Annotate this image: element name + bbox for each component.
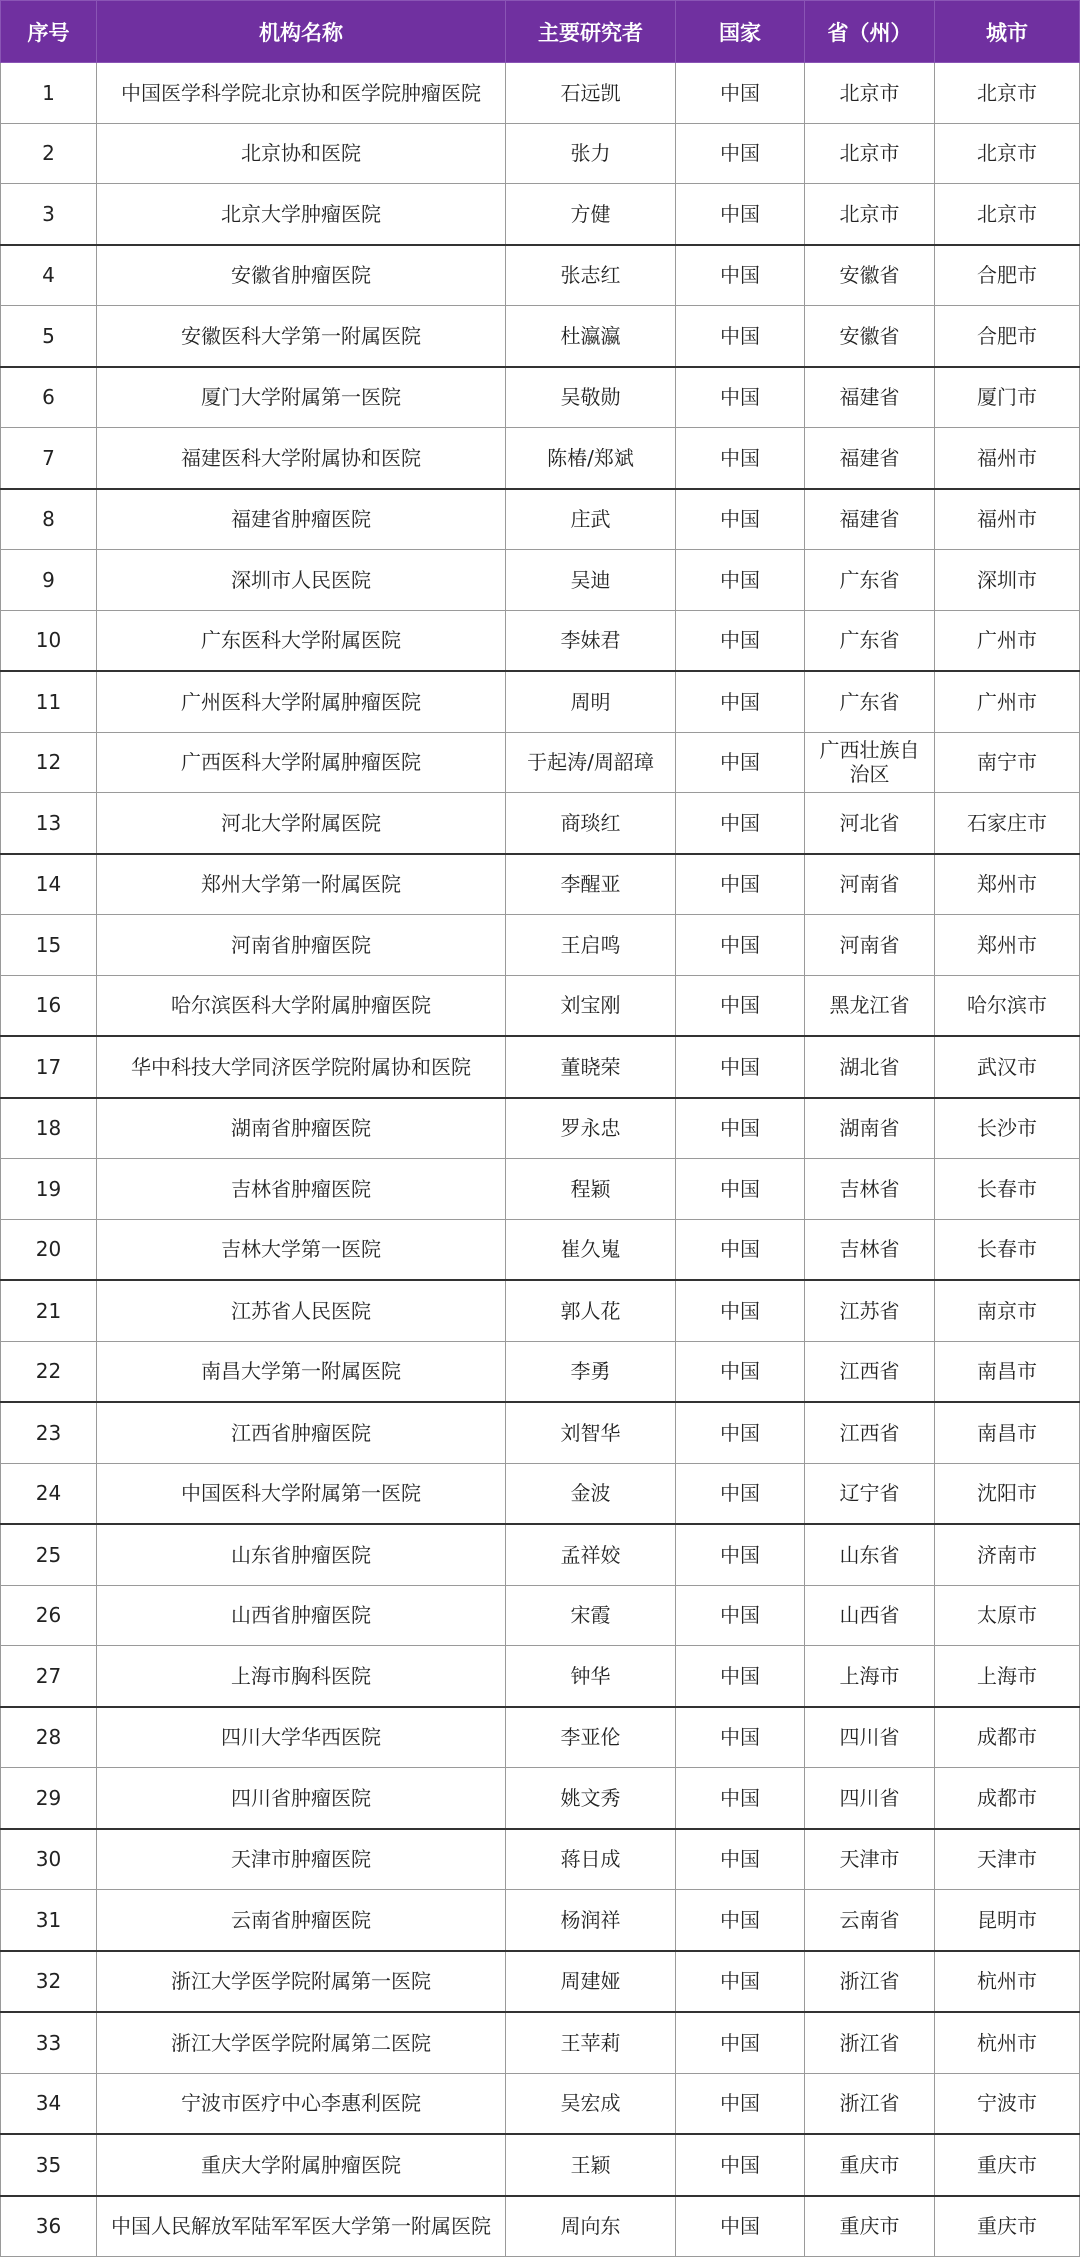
cell-city: 重庆市 [935, 2196, 1080, 2257]
cell-province: 重庆市 [805, 2196, 935, 2257]
cell-investigator: 蒋日成 [506, 1829, 676, 1890]
cell-institution: 广西医科大学附属肿瘤医院 [97, 732, 506, 793]
cell-institution: 郑州大学第一附属医院 [97, 854, 506, 915]
header-country: 国家 [676, 1, 805, 63]
cell-city: 合肥市 [935, 245, 1080, 306]
cell-institution: 吉林省肿瘤医院 [97, 1159, 506, 1220]
cell-no: 22 [1, 1341, 97, 1402]
cell-province: 北京市 [805, 123, 935, 184]
table-row [1, 489, 1080, 550]
cell-city: 长春市 [935, 1219, 1080, 1280]
cell-country: 中国 [676, 1402, 805, 1463]
cell-no: 21 [1, 1280, 97, 1341]
cell-country: 中国 [676, 915, 805, 976]
cell-investigator: 陈椿/郑斌 [506, 428, 676, 489]
cell-country: 中国 [676, 63, 805, 124]
cell-city: 南京市 [935, 1280, 1080, 1341]
table-row [1, 2073, 1080, 2134]
cell-institution: 深圳市人民医院 [97, 550, 506, 611]
table-body [1, 63, 1080, 2257]
table-row [1, 1159, 1080, 1220]
cell-no: 10 [1, 610, 97, 671]
cell-institution: 河南省肿瘤医院 [97, 915, 506, 976]
cell-institution: 安徽医科大学第一附属医院 [97, 306, 506, 367]
cell-province: 湖北省 [805, 1036, 935, 1098]
cell-country: 中国 [676, 1341, 805, 1402]
cell-province: 山西省 [805, 1585, 935, 1646]
cell-country: 中国 [676, 1219, 805, 1280]
cell-city: 武汉市 [935, 1036, 1080, 1098]
table-row [1, 1219, 1080, 1280]
cell-province: 江西省 [805, 1341, 935, 1402]
cell-city: 重庆市 [935, 2134, 1080, 2196]
table-row [1, 1829, 1080, 1890]
cell-no: 11 [1, 671, 97, 732]
cell-no: 17 [1, 1036, 97, 1098]
cell-city: 上海市 [935, 1646, 1080, 1707]
cell-city: 南昌市 [935, 1402, 1080, 1463]
cell-country: 中国 [676, 1768, 805, 1829]
cell-investigator: 吴敬勋 [506, 367, 676, 428]
cell-no: 24 [1, 1463, 97, 1524]
cell-country: 中国 [676, 550, 805, 611]
table-row [1, 306, 1080, 367]
cell-no: 29 [1, 1768, 97, 1829]
cell-institution: 福建省肿瘤医院 [97, 489, 506, 550]
cell-no: 3 [1, 184, 97, 245]
cell-city: 广州市 [935, 610, 1080, 671]
cell-province: 福建省 [805, 428, 935, 489]
table-row [1, 1951, 1080, 2013]
cell-province: 天津市 [805, 1829, 935, 1890]
cell-institution: 华中科技大学同济医学院附属协和医院 [97, 1036, 506, 1098]
cell-province: 安徽省 [805, 245, 935, 306]
table-row [1, 975, 1080, 1036]
cell-institution: 宁波市医疗中心李惠利医院 [97, 2073, 506, 2134]
cell-country: 中国 [676, 245, 805, 306]
cell-city: 南昌市 [935, 1341, 1080, 1402]
cell-institution: 四川大学华西医院 [97, 1707, 506, 1768]
cell-investigator: 吴迪 [506, 550, 676, 611]
cell-investigator: 周明 [506, 671, 676, 732]
cell-city: 北京市 [935, 63, 1080, 124]
cell-country: 中国 [676, 1890, 805, 1951]
cell-city: 长沙市 [935, 1098, 1080, 1159]
cell-province: 上海市 [805, 1646, 935, 1707]
cell-province: 广西壮族自治区 [805, 732, 935, 793]
cell-city: 天津市 [935, 1829, 1080, 1890]
cell-institution: 哈尔滨医科大学附属肿瘤医院 [97, 975, 506, 1036]
cell-investigator: 杜瀛瀛 [506, 306, 676, 367]
cell-investigator: 董晓荣 [506, 1036, 676, 1098]
cell-country: 中国 [676, 610, 805, 671]
header-row [1, 1, 1080, 63]
table-row [1, 428, 1080, 489]
cell-institution: 安徽省肿瘤医院 [97, 245, 506, 306]
cell-no: 36 [1, 2196, 97, 2257]
cell-province: 重庆市 [805, 2134, 935, 2196]
cell-city: 郑州市 [935, 854, 1080, 915]
cell-province: 吉林省 [805, 1219, 935, 1280]
cell-country: 中国 [676, 2012, 805, 2073]
cell-investigator: 周向东 [506, 2196, 676, 2257]
cell-country: 中国 [676, 1159, 805, 1220]
cell-institution: 山东省肿瘤医院 [97, 1524, 506, 1585]
cell-province: 福建省 [805, 367, 935, 428]
table-row [1, 2012, 1080, 2073]
cell-province: 云南省 [805, 1890, 935, 1951]
cell-province: 四川省 [805, 1768, 935, 1829]
cell-province: 浙江省 [805, 2073, 935, 2134]
cell-province: 福建省 [805, 489, 935, 550]
cell-country: 中国 [676, 1463, 805, 1524]
cell-city: 北京市 [935, 123, 1080, 184]
cell-country: 中国 [676, 1829, 805, 1890]
cell-city: 合肥市 [935, 306, 1080, 367]
cell-institution: 四川省肿瘤医院 [97, 1768, 506, 1829]
cell-institution: 北京协和医院 [97, 123, 506, 184]
cell-country: 中国 [676, 2134, 805, 2196]
cell-country: 中国 [676, 184, 805, 245]
cell-city: 杭州市 [935, 1951, 1080, 2013]
cell-country: 中国 [676, 1280, 805, 1341]
cell-investigator: 于起涛/周韶璋 [506, 732, 676, 793]
cell-investigator: 郭人花 [506, 1280, 676, 1341]
cell-no: 23 [1, 1402, 97, 1463]
cell-city: 成都市 [935, 1707, 1080, 1768]
table-row [1, 1463, 1080, 1524]
cell-province: 山东省 [805, 1524, 935, 1585]
table-row [1, 245, 1080, 306]
cell-city: 深圳市 [935, 550, 1080, 611]
cell-province: 北京市 [805, 63, 935, 124]
cell-province: 江西省 [805, 1402, 935, 1463]
cell-institution: 湖南省肿瘤医院 [97, 1098, 506, 1159]
cell-city: 沈阳市 [935, 1463, 1080, 1524]
cell-institution: 江西省肿瘤医院 [97, 1402, 506, 1463]
cell-city: 太原市 [935, 1585, 1080, 1646]
cell-no: 32 [1, 1951, 97, 2013]
cell-country: 中国 [676, 1585, 805, 1646]
table-row [1, 1036, 1080, 1098]
cell-province: 广东省 [805, 610, 935, 671]
cell-city: 济南市 [935, 1524, 1080, 1585]
cell-country: 中国 [676, 1524, 805, 1585]
cell-country: 中国 [676, 367, 805, 428]
cell-investigator: 张力 [506, 123, 676, 184]
header-investigator: 主要研究者 [506, 1, 676, 63]
cell-province: 河南省 [805, 854, 935, 915]
table-row [1, 550, 1080, 611]
cell-city: 北京市 [935, 184, 1080, 245]
cell-no: 31 [1, 1890, 97, 1951]
cell-country: 中国 [676, 1951, 805, 2013]
cell-city: 广州市 [935, 671, 1080, 732]
table-row [1, 367, 1080, 428]
cell-no: 30 [1, 1829, 97, 1890]
cell-investigator: 石远凯 [506, 63, 676, 124]
cell-province: 浙江省 [805, 1951, 935, 2013]
cell-province: 辽宁省 [805, 1463, 935, 1524]
cell-no: 33 [1, 2012, 97, 2073]
cell-city: 哈尔滨市 [935, 975, 1080, 1036]
cell-institution: 北京大学肿瘤医院 [97, 184, 506, 245]
cell-country: 中国 [676, 123, 805, 184]
cell-institution: 南昌大学第一附属医院 [97, 1341, 506, 1402]
cell-city: 杭州市 [935, 2012, 1080, 2073]
cell-province: 浙江省 [805, 2012, 935, 2073]
cell-investigator: 商琰红 [506, 793, 676, 854]
cell-country: 中国 [676, 1646, 805, 1707]
cell-city: 宁波市 [935, 2073, 1080, 2134]
cell-no: 16 [1, 975, 97, 1036]
cell-no: 20 [1, 1219, 97, 1280]
cell-country: 中国 [676, 1707, 805, 1768]
header-province: 省（州） [805, 1, 935, 63]
cell-city: 昆明市 [935, 1890, 1080, 1951]
table-row [1, 1341, 1080, 1402]
cell-institution: 福建医科大学附属协和医院 [97, 428, 506, 489]
cell-investigator: 王颖 [506, 2134, 676, 2196]
cell-institution: 云南省肿瘤医院 [97, 1890, 506, 1951]
cell-no: 4 [1, 245, 97, 306]
cell-investigator: 方健 [506, 184, 676, 245]
cell-no: 5 [1, 306, 97, 367]
cell-institution: 浙江大学医学院附属第一医院 [97, 1951, 506, 2013]
cell-institution: 中国人民解放军陆军军医大学第一附属医院 [97, 2196, 506, 2257]
cell-institution: 山西省肿瘤医院 [97, 1585, 506, 1646]
cell-country: 中国 [676, 1036, 805, 1098]
cell-city: 成都市 [935, 1768, 1080, 1829]
cell-country: 中国 [676, 793, 805, 854]
table-row [1, 610, 1080, 671]
cell-institution: 广东医科大学附属医院 [97, 610, 506, 671]
cell-investigator: 张志红 [506, 245, 676, 306]
cell-no: 9 [1, 550, 97, 611]
header-city: 城市 [935, 1, 1080, 63]
cell-country: 中国 [676, 671, 805, 732]
cell-country: 中国 [676, 2073, 805, 2134]
table-row [1, 1890, 1080, 1951]
cell-investigator: 程颖 [506, 1159, 676, 1220]
cell-no: 27 [1, 1646, 97, 1707]
cell-investigator: 王启鸣 [506, 915, 676, 976]
cell-investigator: 李妹君 [506, 610, 676, 671]
header-no: 序号 [1, 1, 97, 63]
cell-no: 15 [1, 915, 97, 976]
table-row [1, 732, 1080, 793]
cell-province: 河北省 [805, 793, 935, 854]
cell-investigator: 周建娅 [506, 1951, 676, 2013]
cell-province: 北京市 [805, 184, 935, 245]
cell-investigator: 庄武 [506, 489, 676, 550]
cell-city: 南宁市 [935, 732, 1080, 793]
cell-no: 28 [1, 1707, 97, 1768]
table-row [1, 2134, 1080, 2196]
cell-no: 8 [1, 489, 97, 550]
cell-province: 河南省 [805, 915, 935, 976]
cell-province: 安徽省 [805, 306, 935, 367]
cell-institution: 吉林大学第一医院 [97, 1219, 506, 1280]
table-row [1, 63, 1080, 124]
cell-investigator: 孟祥姣 [506, 1524, 676, 1585]
cell-no: 2 [1, 123, 97, 184]
table-row [1, 671, 1080, 732]
cell-country: 中国 [676, 489, 805, 550]
cell-country: 中国 [676, 975, 805, 1036]
cell-investigator: 李亚伦 [506, 1707, 676, 1768]
cell-no: 13 [1, 793, 97, 854]
cell-city: 福州市 [935, 489, 1080, 550]
table-header [1, 1, 1080, 63]
table-row [1, 915, 1080, 976]
header-institution: 机构名称 [97, 1, 506, 63]
cell-country: 中国 [676, 2196, 805, 2257]
cell-province: 江苏省 [805, 1280, 935, 1341]
cell-city: 福州市 [935, 428, 1080, 489]
cell-city: 石家庄市 [935, 793, 1080, 854]
table-row [1, 184, 1080, 245]
cell-no: 7 [1, 428, 97, 489]
cell-city: 厦门市 [935, 367, 1080, 428]
cell-institution: 重庆大学附属肿瘤医院 [97, 2134, 506, 2196]
cell-institution: 浙江大学医学院附属第二医院 [97, 2012, 506, 2073]
table-row [1, 1402, 1080, 1463]
cell-investigator: 刘智华 [506, 1402, 676, 1463]
table-row [1, 1768, 1080, 1829]
cell-institution: 广州医科大学附属肿瘤医院 [97, 671, 506, 732]
cell-investigator: 李醒亚 [506, 854, 676, 915]
cell-no: 6 [1, 367, 97, 428]
cell-investigator: 崔久嵬 [506, 1219, 676, 1280]
cell-investigator: 杨润祥 [506, 1890, 676, 1951]
table-row [1, 123, 1080, 184]
cell-investigator: 金波 [506, 1463, 676, 1524]
cell-institution: 厦门大学附属第一医院 [97, 367, 506, 428]
cell-no: 1 [1, 63, 97, 124]
cell-investigator: 王苹莉 [506, 2012, 676, 2073]
table-row [1, 793, 1080, 854]
cell-institution: 上海市胸科医院 [97, 1646, 506, 1707]
cell-institution: 江苏省人民医院 [97, 1280, 506, 1341]
cell-country: 中国 [676, 306, 805, 367]
cell-country: 中国 [676, 1098, 805, 1159]
cell-no: 14 [1, 854, 97, 915]
table-row [1, 1646, 1080, 1707]
cell-country: 中国 [676, 428, 805, 489]
cell-no: 12 [1, 732, 97, 793]
cell-institution: 中国医学科学院北京协和医学院肿瘤医院 [97, 63, 506, 124]
table-row [1, 1524, 1080, 1585]
cell-province: 黑龙江省 [805, 975, 935, 1036]
cell-province: 广东省 [805, 550, 935, 611]
cell-investigator: 罗永忠 [506, 1098, 676, 1159]
cell-no: 19 [1, 1159, 97, 1220]
cell-investigator: 钟华 [506, 1646, 676, 1707]
table-row [1, 854, 1080, 915]
table-row [1, 1098, 1080, 1159]
cell-investigator: 吴宏成 [506, 2073, 676, 2134]
cell-investigator: 姚文秀 [506, 1768, 676, 1829]
cell-city: 长春市 [935, 1159, 1080, 1220]
table-row [1, 1707, 1080, 1768]
cell-country: 中国 [676, 732, 805, 793]
table-row [1, 1585, 1080, 1646]
cell-investigator: 宋霞 [506, 1585, 676, 1646]
cell-city: 郑州市 [935, 915, 1080, 976]
cell-no: 18 [1, 1098, 97, 1159]
cell-no: 26 [1, 1585, 97, 1646]
cell-institution: 河北大学附属医院 [97, 793, 506, 854]
cell-province: 广东省 [805, 671, 935, 732]
cell-no: 35 [1, 2134, 97, 2196]
table-row [1, 2196, 1080, 2257]
cell-investigator: 李勇 [506, 1341, 676, 1402]
cell-no: 34 [1, 2073, 97, 2134]
cell-institution: 中国医科大学附属第一医院 [97, 1463, 506, 1524]
cell-no: 25 [1, 1524, 97, 1585]
cell-investigator: 刘宝刚 [506, 975, 676, 1036]
cell-province: 吉林省 [805, 1159, 935, 1220]
table-row [1, 1280, 1080, 1341]
cell-province: 湖南省 [805, 1098, 935, 1159]
cell-province: 四川省 [805, 1707, 935, 1768]
cell-country: 中国 [676, 854, 805, 915]
cell-institution: 天津市肿瘤医院 [97, 1829, 506, 1890]
